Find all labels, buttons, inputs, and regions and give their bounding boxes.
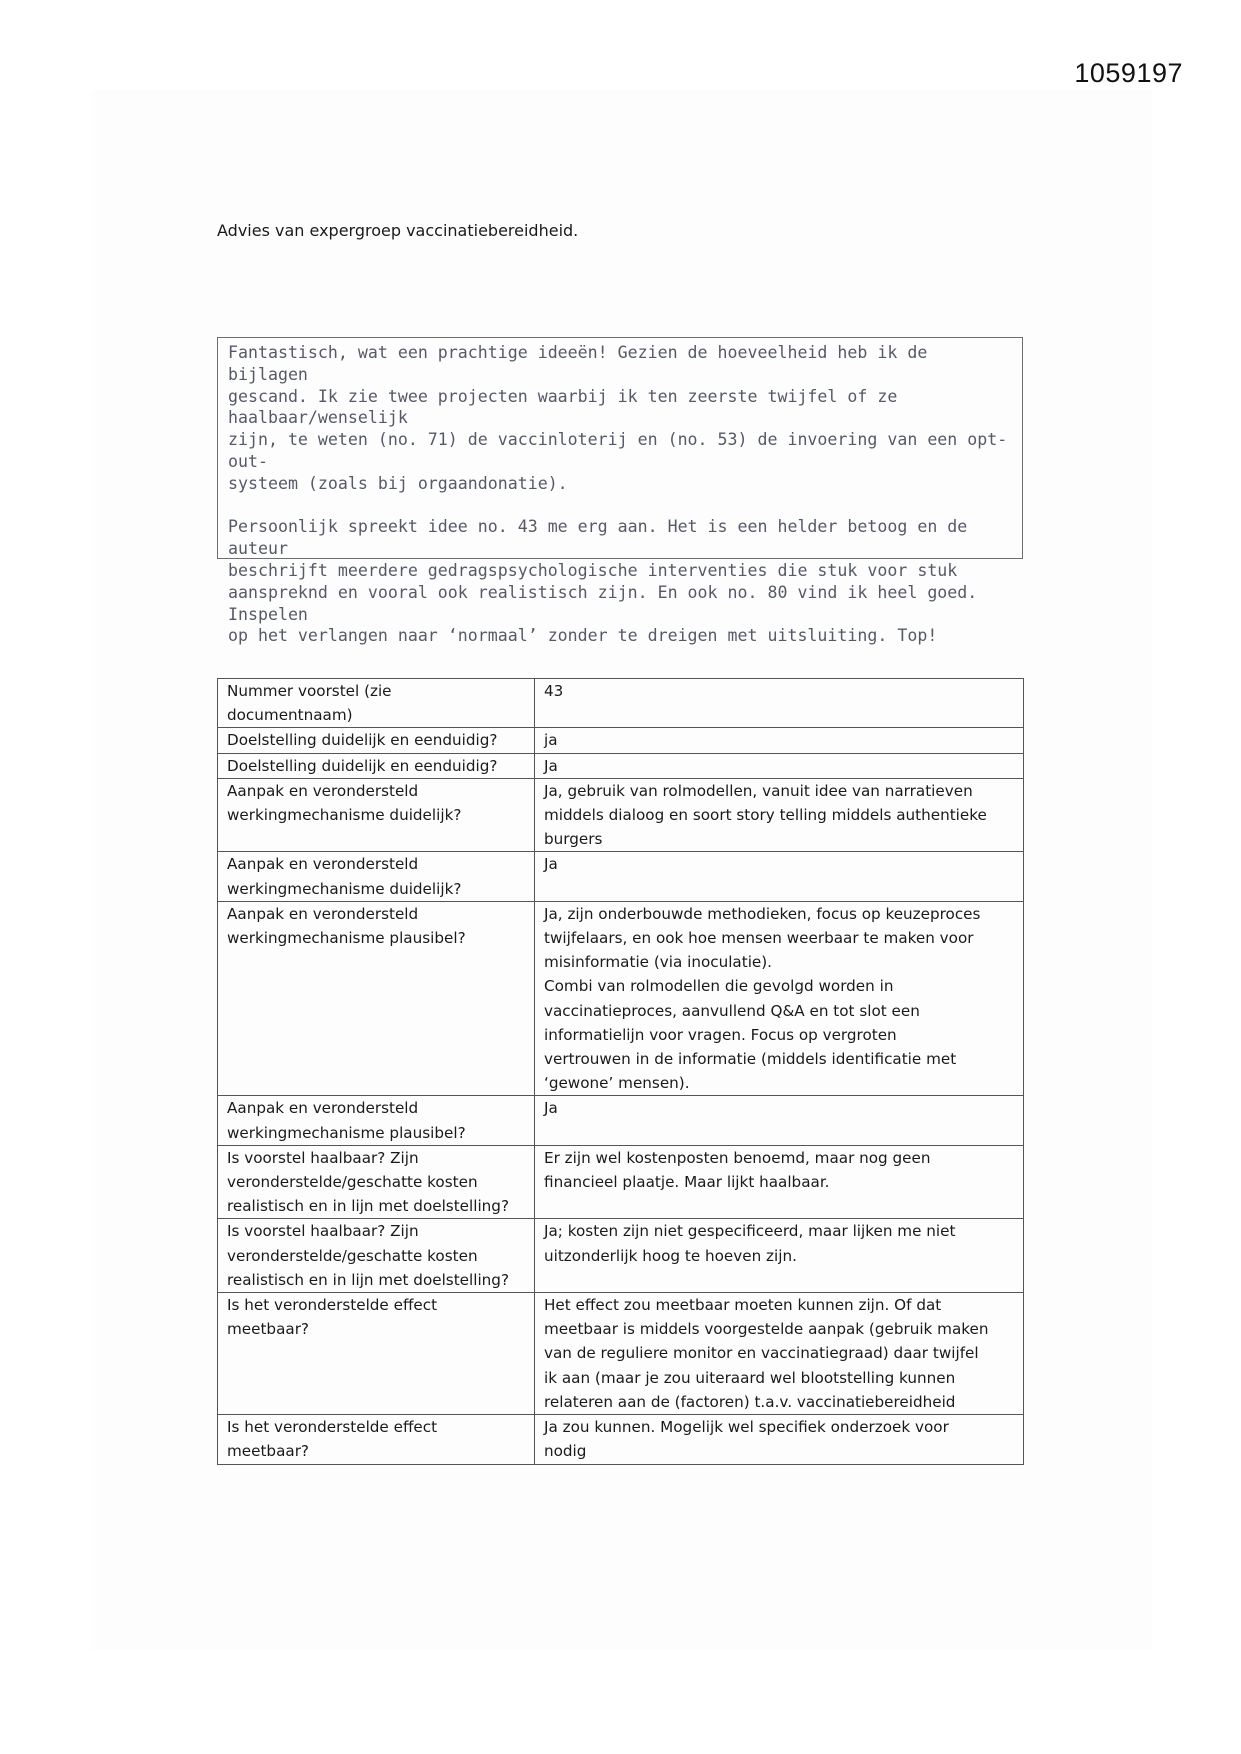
table-row bbox=[218, 1293, 1024, 1415]
document-id: 1059197 bbox=[1074, 58, 1183, 88]
table-row bbox=[218, 1219, 1024, 1293]
answer-cell: 43 bbox=[535, 679, 1024, 728]
answer-cell: Ja, zijn onderbouwde methodieken, focus op keuzeproces twijfelaars, en ook hoe mensen weerbaar te maken voor misinformatie (via inoculatie). Combi van rolmodellen die gevolgd worden in vaccinatieproces, aanvullend Q&A en tot slot een informatielijn voor vragen. Focus op vergroten vertrouwen in de informatie (middels identificatie met ‘gewone’ mensen). bbox=[535, 901, 1024, 1096]
table-row bbox=[218, 1145, 1024, 1219]
review-table bbox=[217, 678, 1024, 1465]
document-title: Advies van expergroep vaccinatiebereidheid. bbox=[217, 221, 579, 240]
table-row bbox=[218, 753, 1024, 778]
question-cell: Doelstelling duidelijk en eenduidig? bbox=[218, 728, 535, 753]
answer-cell: Ja bbox=[535, 1096, 1024, 1145]
question-cell: Aanpak en verondersteld werkingmechanisme duidelijk? bbox=[218, 852, 535, 901]
table-row bbox=[218, 901, 1024, 1096]
table-row bbox=[218, 852, 1024, 901]
table-row bbox=[218, 679, 1024, 728]
question-cell: Is voorstel haalbaar? Zijn veronderstelde/geschatte kosten realistisch en in lijn met doelstelling? bbox=[218, 1145, 535, 1219]
table-row bbox=[218, 1096, 1024, 1145]
answer-cell: Ja bbox=[535, 753, 1024, 778]
question-cell: Nummer voorstel (zie documentnaam) bbox=[218, 679, 535, 728]
question-cell: Doelstelling duidelijk en eenduidig? bbox=[218, 753, 535, 778]
comment-paragraph: Persoonlijk spreekt idee no. 43 me erg aan. Het is een helder betoog en de auteur beschrijft meerdere gedragspsychologische interventies die stuk voor stuk aanspreknd en vooral ook realistisch zijn. En ook no. 80 vind ik heel goed. Inspelen op het verlangen naar ‘normaal’ zonder te dreigen met uitsluiting. Top! bbox=[228, 517, 978, 646]
table-row bbox=[218, 728, 1024, 753]
answer-cell: Ja; kosten zijn niet gespecificeerd, maar lijken me niet uitzonderlijk hoog te hoeven zijn. bbox=[535, 1219, 1024, 1293]
comment-paragraph: Fantastisch, wat een prachtige ideeën! Gezien de hoeveelheid heb ik de bijlagen gescand. Ik zie twee projecten waarbij ik ten zeerste twijfel of ze haalbaar/wenselijk zijn, te weten (no. 71) de vaccinloterij en (no. 53) de invoering van een opt-out- systeem (zoals bij orgaandonatie). bbox=[228, 343, 1008, 493]
comment-box bbox=[217, 337, 1023, 646]
question-cell: Aanpak en verondersteld werkingmechanisme duidelijk? bbox=[218, 778, 535, 852]
answer-cell: Ja, gebruik van rolmodellen, vanuit idee van narratieven middels dialoog en soort story telling middels authentieke burgers bbox=[535, 778, 1024, 852]
answer-cell: Het effect zou meetbaar moeten kunnen zijn. Of dat meetbaar is middels voorgestelde aanpak (gebruik maken van de reguliere monitor en vaccinatiegraad) daar twijfel ik aan (maar je zou uiteraard wel blootstelling kunnen relateren aan de (factoren) t.a.v. vaccinatiebereidheid bbox=[535, 1293, 1024, 1415]
question-cell: Is het veronderstelde effect meetbaar? bbox=[218, 1415, 535, 1464]
table-row bbox=[218, 778, 1024, 852]
question-cell: Aanpak en verondersteld werkingmechanisme plausibel? bbox=[218, 901, 535, 1096]
answer-cell: ja bbox=[535, 728, 1024, 753]
answer-cell: Er zijn wel kostenposten benoemd, maar nog geen financieel plaatje. Maar lijkt haalbaar. bbox=[535, 1145, 1024, 1219]
question-cell: Is het veronderstelde effect meetbaar? bbox=[218, 1293, 535, 1415]
table-row bbox=[218, 1415, 1024, 1464]
answer-cell: Ja bbox=[535, 852, 1024, 901]
answer-cell: Ja zou kunnen. Mogelijk wel specifiek onderzoek voor nodig bbox=[535, 1415, 1024, 1464]
question-cell: Is voorstel haalbaar? Zijn veronderstelde/geschatte kosten realistisch en in lijn met doelstelling? bbox=[218, 1219, 535, 1293]
question-cell: Aanpak en verondersteld werkingmechanisme plausibel? bbox=[218, 1096, 535, 1145]
